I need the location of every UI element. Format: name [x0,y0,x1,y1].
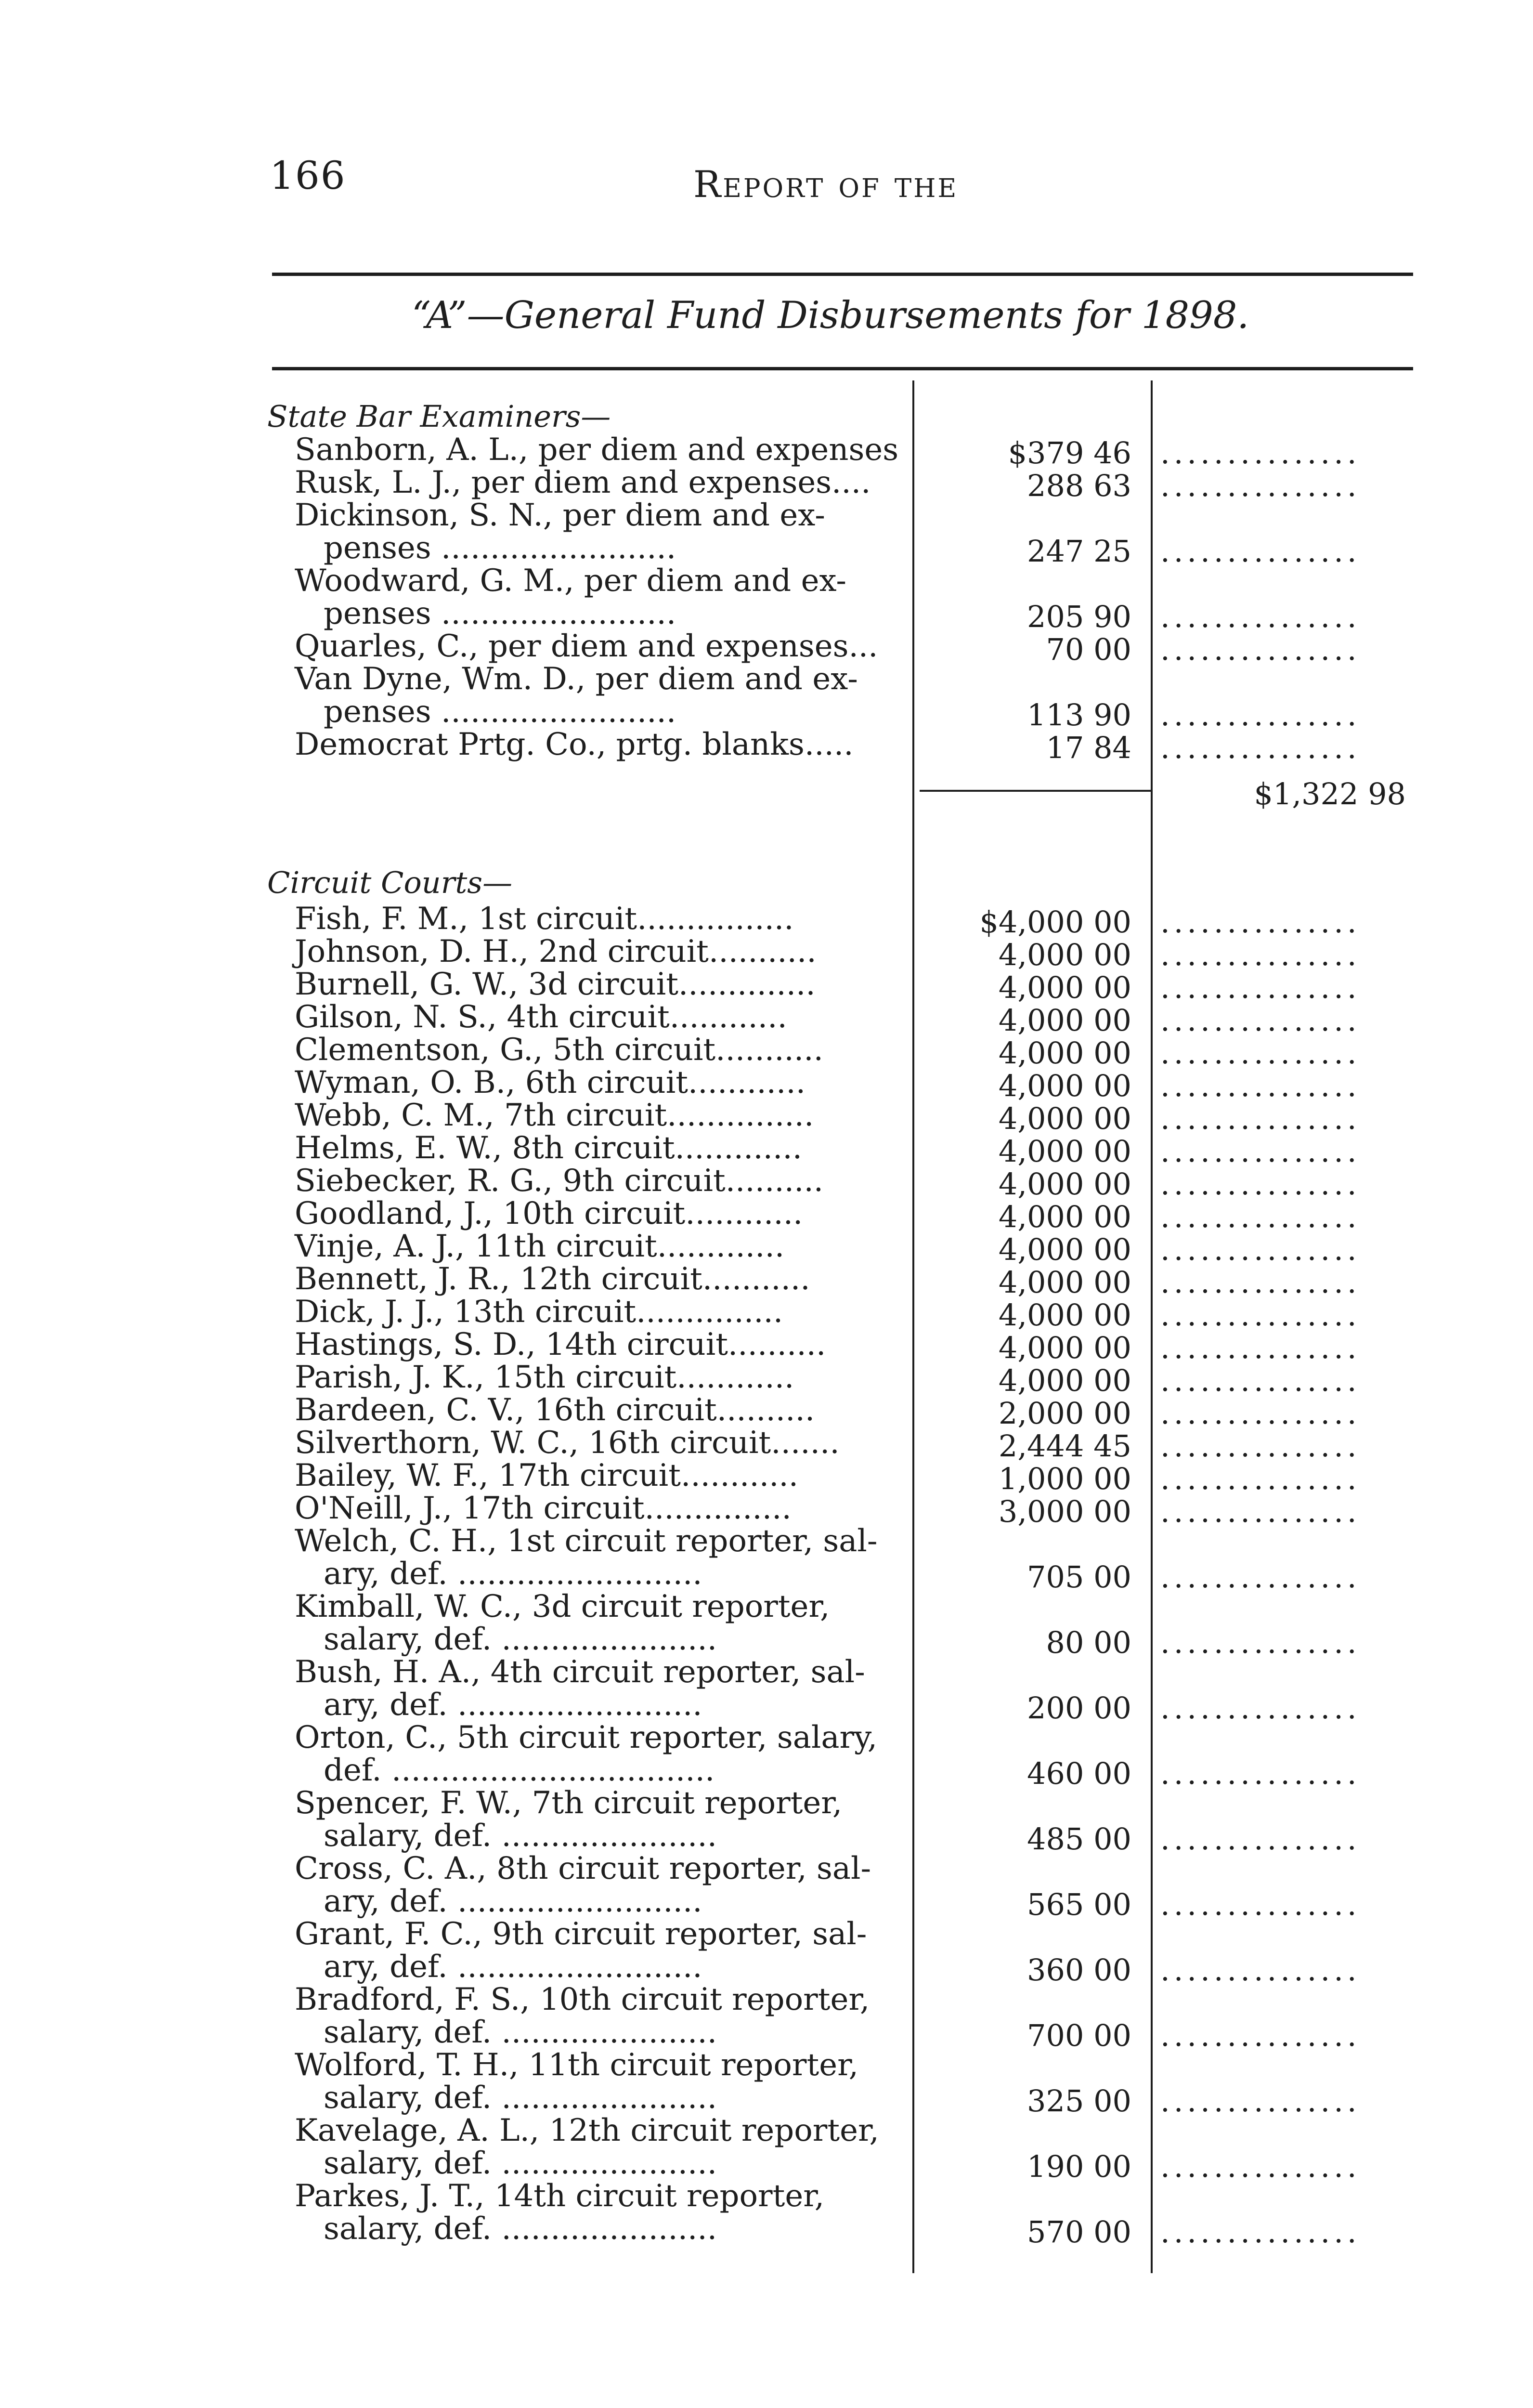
entry-name: Silverthorn, W. C., 16th circuit....... [295,1425,840,1461]
entry-name: Grant, F. C., 9th circuit reporter, sal- [295,1916,867,1952]
top-rule [272,273,1413,276]
entry-name: Democrat Prtg. Co., prtg. blanks..... [295,727,854,762]
entry-name: Parkes, J. T., 14th circuit reporter, [295,2178,825,2214]
entry-amount: 4,000 00 [998,1166,1131,1202]
entry-name: Helms, E. W., 8th circuit............. [295,1130,803,1166]
entry-amount: 4,000 00 [998,1134,1131,1169]
entry-name: Vinje, A. J., 11th circuit............. [295,1229,785,1264]
entry-amount: 190 00 [1027,2149,1131,2184]
entry-amount: 1,000 00 [998,1461,1131,1496]
entry-continuation: salary, def. ...................... [324,2146,717,2181]
entry-name: Rusk, L. J., per diem and expenses.... [295,465,871,500]
entry-name: Dickinson, S. N., per diem and ex- [295,497,825,533]
entry-amount: 705 00 [1027,1559,1131,1595]
leader-dots: ............... [1160,2018,1361,2053]
entry-amount: 360 00 [1027,1952,1131,1988]
entry-amount: 4,000 00 [998,1199,1131,1234]
entry-name: Bush, H. A., 4th circuit reporter, sal- [295,1654,865,1690]
leader-dots: ............... [1160,970,1361,1005]
entry-amount: 2,444 45 [998,1428,1131,1464]
entry-name: Cross, C. A., 8th circuit reporter, sal- [295,1851,871,1886]
section-total: $1,322 98 [1254,776,1406,811]
leader-dots: ............... [1160,1887,1361,1922]
entry-name: Spencer, F. W., 7th circuit reporter, [295,1785,843,1821]
entry-amount: 570 00 [1027,2214,1131,2250]
entry-amount: 460 00 [1027,1756,1131,1791]
leader-dots: ............... [1160,1265,1361,1300]
leader-dots: ............... [1160,1821,1361,1857]
entry-amount: 700 00 [1027,2018,1131,2053]
entry-name: Clementson, G., 5th circuit........... [295,1032,823,1068]
section-label: Circuit Courts— [267,865,513,900]
entry-amount: 205 90 [1027,599,1131,634]
leader-dots: ............... [1160,468,1361,503]
entry-amount: 70 00 [1046,632,1131,667]
entry-name: Welch, C. H., 1st circuit reporter, sal- [295,1523,878,1559]
title-rule [272,367,1413,370]
entry-continuation: salary, def. ...................... [324,1818,717,1854]
leader-dots: ............... [1160,1101,1361,1136]
entry-name: Bailey, W. F., 17th circuit............ [295,1458,799,1493]
running-head: Report of the [693,163,959,206]
page-number: 166 [270,153,346,198]
entry-amount: 17 84 [1046,730,1131,765]
leader-dots: ............... [1160,1396,1361,1431]
leader-dots: ............... [1160,1297,1361,1333]
entry-name: Kimball, W. C., 3d circuit reporter, [295,1589,830,1624]
leader-dots: ............... [1160,435,1361,471]
leader-dots: ............... [1160,1756,1361,1791]
entry-continuation: def. ................................. [324,1753,715,1788]
entry-amount: 4,000 00 [998,1035,1131,1071]
entry-name: Bardeen, C. V., 16th circuit.......... [295,1392,815,1428]
leader-dots: ............... [1160,1625,1361,1660]
entry-continuation: ary, def. ......................... [324,1556,702,1592]
entry-name: Woodward, G. M., per diem and ex- [295,563,847,599]
entry-continuation: penses ........................ [324,530,676,566]
entry-name: Gilson, N. S., 4th circuit............ [295,999,787,1035]
leader-dots: ............... [1160,1690,1361,1726]
leader-dots: ............... [1160,1428,1361,1464]
entry-amount: 200 00 [1027,1690,1131,1726]
entry-amount: 4,000 00 [998,1068,1131,1103]
leader-dots: ............... [1160,632,1361,667]
subtotal-rule [920,790,1151,792]
leader-dots: ............... [1160,937,1361,972]
entry-amount: 80 00 [1046,1625,1131,1660]
entry-amount: $4,000 00 [979,904,1131,940]
leader-dots: ............... [1160,599,1361,634]
entry-name: Van Dyne, Wm. D., per diem and ex- [295,661,858,697]
entry-continuation: penses ........................ [324,694,676,730]
entry-continuation: ary, def. ......................... [324,1949,702,1985]
entry-name: Burnell, G. W., 3d circuit.............. [295,967,816,1002]
entry-name: Sanborn, A. L., per diem and expenses [295,432,899,468]
entry-amount: 4,000 00 [998,1003,1131,1038]
column-rule [1151,380,1153,2273]
leader-dots: ............... [1160,534,1361,569]
leader-dots: ............... [1160,697,1361,733]
entry-amount: $379 46 [1008,435,1131,471]
entry-name: Parish, J. K., 15th circuit............ [295,1360,794,1395]
entry-name: Wolford, T. H., 11th circuit reporter, [295,2047,858,2083]
entry-amount: 288 63 [1027,468,1131,503]
table-title: “A”—General Fund Disbursements for 1898. [412,294,1249,337]
entry-name: Siebecker, R. G., 9th circuit.......... [295,1163,824,1199]
entry-name: Kavelage, A. L., 12th circuit reporter, [295,2113,879,2148]
entry-amount: 4,000 00 [998,937,1131,972]
leader-dots: ............... [1160,2083,1361,2119]
entry-continuation: salary, def. ...................... [324,2015,717,2050]
entry-name: Hastings, S. D., 14th circuit.......... [295,1327,826,1362]
leader-dots: ............... [1160,1559,1361,1595]
entry-continuation: ary, def. ......................... [324,1687,702,1723]
entry-name: Bradford, F. S., 10th circuit reporter, [295,1982,870,2017]
entry-amount: 4,000 00 [998,1363,1131,1398]
entry-amount: 113 90 [1027,697,1131,733]
entry-amount: 4,000 00 [998,1265,1131,1300]
leader-dots: ............... [1160,2149,1361,2184]
entry-continuation: salary, def. ...................... [324,2211,717,2247]
entry-continuation: ary, def. ......................... [324,1884,702,1919]
entry-name: Wyman, O. B., 6th circuit............ [295,1065,806,1100]
entry-name: Quarles, C., per diem and expenses... [295,628,878,664]
entry-amount: 4,000 00 [998,1101,1131,1136]
section-label: State Bar Examiners— [267,399,611,434]
leader-dots: ............... [1160,1166,1361,1202]
leader-dots: ............... [1160,1330,1361,1365]
entry-amount: 4,000 00 [998,1297,1131,1333]
column-rule [912,380,914,2273]
entry-continuation: salary, def. ...................... [324,1622,717,1657]
leader-dots: ............... [1160,1232,1361,1267]
leader-dots: ............... [1160,1461,1361,1496]
leader-dots: ............... [1160,1068,1361,1103]
entry-amount: 565 00 [1027,1887,1131,1922]
entry-amount: 4,000 00 [998,1232,1131,1267]
leader-dots: ............... [1160,1134,1361,1169]
entry-name: Bennett, J. R., 12th circuit........... [295,1261,810,1297]
entry-name: Goodland, J., 10th circuit............ [295,1196,803,1231]
leader-dots: ............... [1160,730,1361,765]
leader-dots: ............... [1160,1035,1361,1071]
leader-dots: ............... [1160,2214,1361,2250]
entry-amount: 325 00 [1027,2083,1131,2119]
leader-dots: ............... [1160,1363,1361,1398]
entry-amount: 2,000 00 [998,1396,1131,1431]
entry-name: Webb, C. M., 7th circuit............... [295,1098,814,1133]
leader-dots: ............... [1160,1952,1361,1988]
leader-dots: ............... [1160,1003,1361,1038]
entry-amount: 247 25 [1027,534,1131,569]
entry-name: Dick, J. J., 13th circuit............... [295,1294,783,1330]
entry-amount: 4,000 00 [998,970,1131,1005]
entry-name: Johnson, D. H., 2nd circuit........... [295,934,817,969]
entry-continuation: salary, def. ...................... [324,2080,717,2116]
leader-dots: ............... [1160,1199,1361,1234]
entry-amount: 485 00 [1027,1821,1131,1857]
entry-name: Orton, C., 5th circuit reporter, salary, [295,1720,878,1755]
entry-amount: 4,000 00 [998,1330,1131,1365]
leader-dots: ............... [1160,904,1361,940]
entry-name: Fish, F. M., 1st circuit................ [295,901,794,937]
leader-dots: ............... [1160,1494,1361,1529]
entry-amount: 3,000 00 [998,1494,1131,1529]
entry-name: O'Neill, J., 17th circuit............... [295,1491,792,1526]
entry-continuation: penses ........................ [324,596,676,631]
